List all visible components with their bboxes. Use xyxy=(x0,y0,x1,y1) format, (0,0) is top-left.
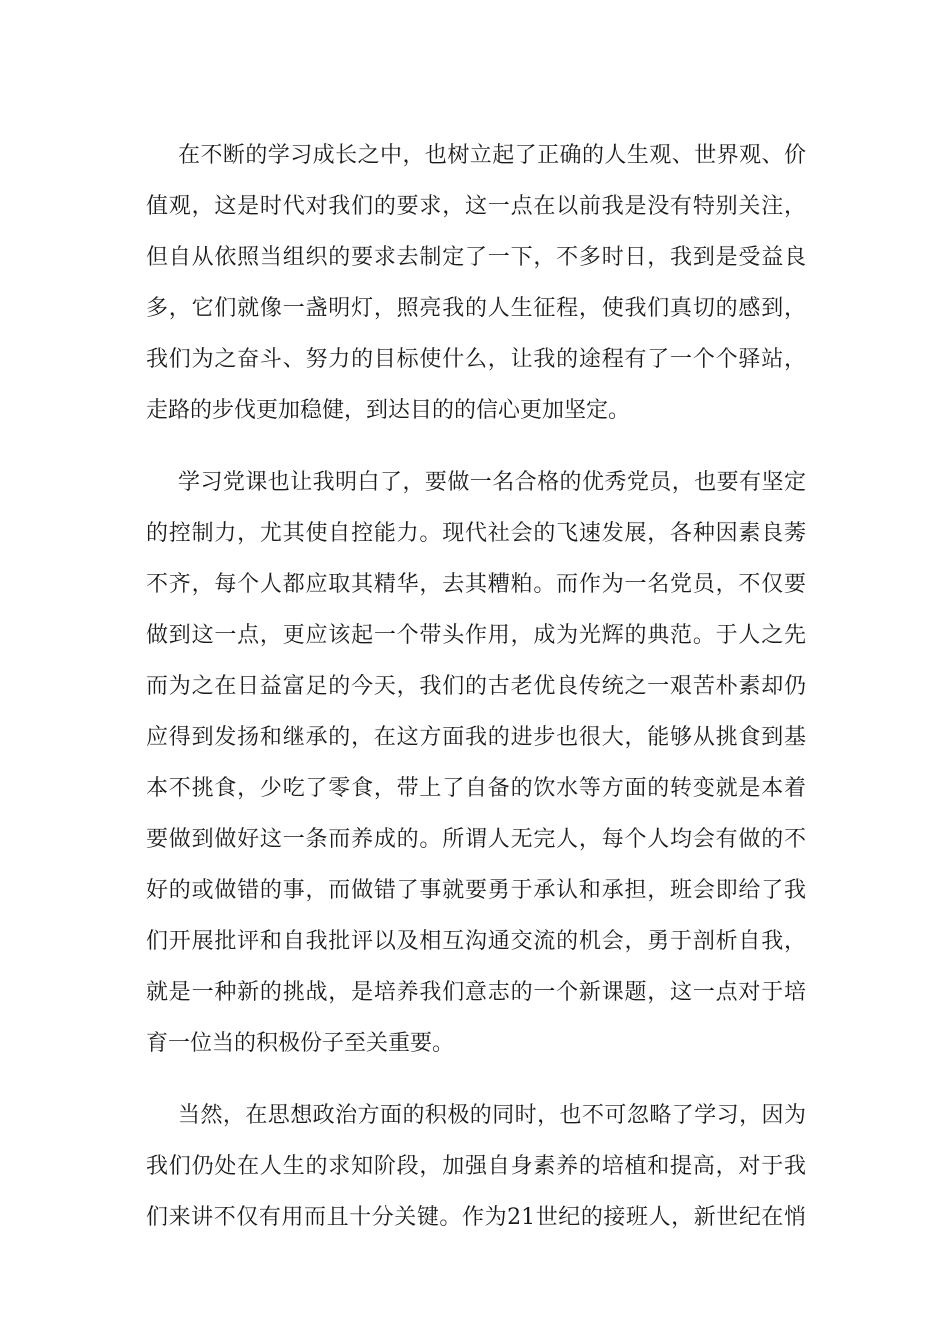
paragraph-line: 应得到发扬和继承的，在这方面我的进步也很大，能够从挑食到基 xyxy=(146,725,806,750)
paragraph-2 xyxy=(146,457,806,1069)
paragraph-line: 育一位当的积极份子至关重要。 xyxy=(146,1031,455,1056)
paragraph-line: 在不断的学习成长之中，也树立起了正确的人生观、世界观、价 xyxy=(178,143,806,168)
paragraph-line: 当然，在思想政治方面的积极的同时，也不可忽略了学习，因为 xyxy=(178,1103,806,1128)
paragraph-1 xyxy=(146,130,806,436)
paragraph-line: 值观，这是时代对我们的要求，这一点在以前我是没有特别关注， xyxy=(146,194,806,219)
paragraph-3 xyxy=(146,1090,806,1243)
paragraph-line: 学习党课也让我明白了，要做一名合格的优秀党员，也要有坚定 xyxy=(178,470,806,495)
paragraph-line: 好的或做错的事，而做错了事就要勇于承认和承担，班会即给了我 xyxy=(146,878,806,903)
paragraph-line: 做到这一点，更应该起一个带头作用，成为光辉的典范。于人之先 xyxy=(146,623,806,648)
paragraph-line: 要做到做好这一条而养成的。所谓人无完人，每个人均会有做的不 xyxy=(146,827,806,852)
paragraph-line: 不齐，每个人都应取其精华，去其糟粕。而作为一名党员，不仅要 xyxy=(146,572,806,597)
paragraph-line: 走路的步伐更加稳健，到达目的的信心更加坚定。 xyxy=(146,398,631,423)
paragraph-line: 我们为之奋斗、努力的目标使什么，让我的途程有了一个个驿站， xyxy=(146,347,806,372)
paragraph-line: 而为之在日益富足的今天，我们的古老优良传统之一艰苦朴素却仍 xyxy=(146,674,806,699)
paragraph-line: 的控制力，尤其使自控能力。现代社会的飞速发展，各种因素良莠 xyxy=(146,521,806,546)
document-body xyxy=(146,130,806,1243)
paragraph-line: 就是一种新的挑战，是培养我们意志的一个新课题，这一点对于培 xyxy=(146,980,806,1005)
paragraph-line: 多，它们就像一盏明灯，照亮我的人生征程，使我们真切的感到， xyxy=(146,296,806,321)
paragraph-line: 们开展批评和自我批评以及相互沟通交流的机会，勇于剖析自我， xyxy=(146,929,806,954)
paragraph-line: 们来讲不仅有用而且十分关键。作为21世纪的接班人，新世纪在悄 xyxy=(146,1205,806,1230)
paragraph-line: 本不挑食，少吃了零食，带上了自备的饮水等方面的转变就是本着 xyxy=(146,776,806,801)
paragraph-spacer xyxy=(146,1069,806,1090)
paragraph-spacer xyxy=(146,436,806,457)
paragraph-line: 我们仍处在人生的求知阶段，加强自身素养的培植和提高，对于我 xyxy=(146,1154,806,1179)
paragraph-line: 但自从依照当组织的要求去制定了一下，不多时日，我到是受益良 xyxy=(146,245,806,270)
